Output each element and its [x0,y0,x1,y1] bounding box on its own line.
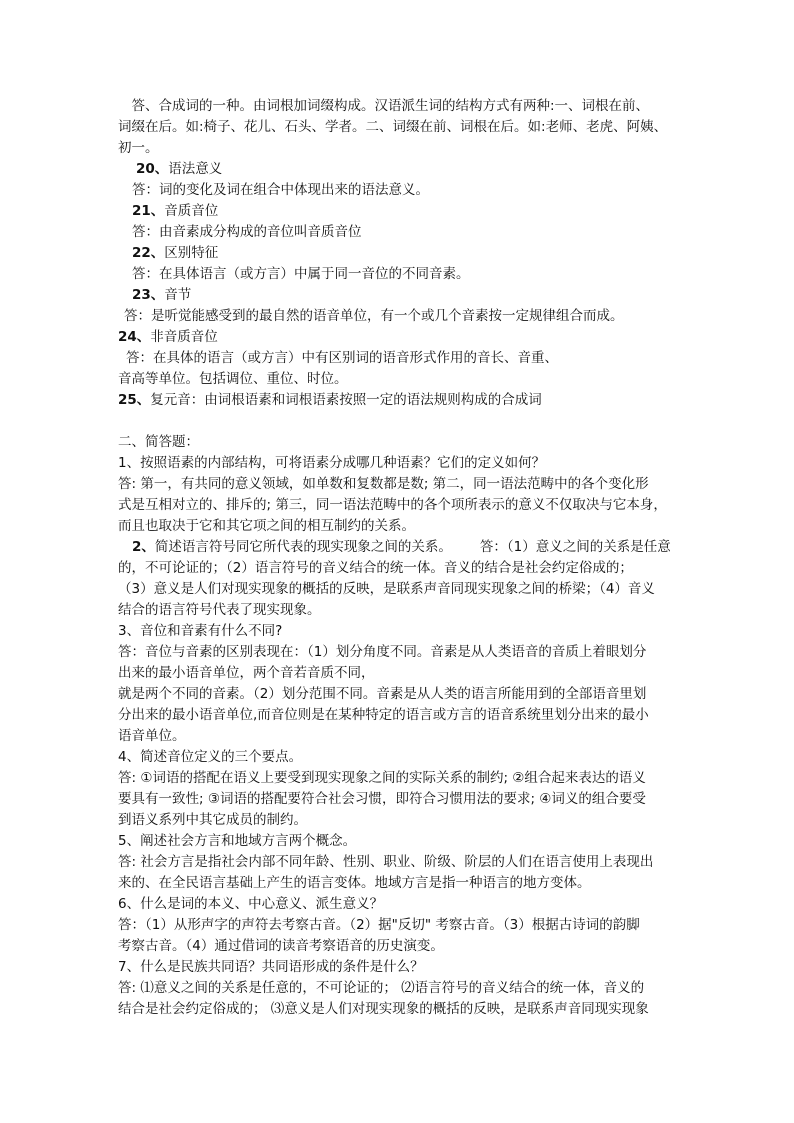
term-heading [132,243,218,264]
answer-line: 的，不可论证的；（2）语言符号的音义结合的统一体。音义的结合是社会约定俗成的； [118,560,633,576]
term-heading [136,159,222,180]
question: 7、什么是民族共同语？共同语形成的条件是什么？ [118,959,424,975]
answer-start: 答：（1）意义之间的关系是任意 [479,539,671,555]
answer-line: （3）意义是人们对现实现象的概括的反映，是联系声音同现实现象之间的桥梁；（4）音义 [118,581,655,597]
question: 3、音位和音素有什么不同? [118,623,283,639]
paragraph-line: 词缀在后。如:椅子、花儿、石头、学者。二、词缀在前、词根在后。如:老师、老虎、阿姨、 [118,119,668,135]
term-number: 25、 [118,392,151,408]
question: 4、简述音位定义的三个要点。 [118,749,303,765]
answer-line: 答：（1）从形声字的声符去考察古音。（2）据"反切" 考察古音。（3）根据古诗词的韵脚 [118,917,640,933]
answer-line: 考察古音。（4）通过借词的读音考察语音的历史演变。 [118,938,444,954]
answer-line: 出来的最小语音单位，两个音若音质不同， [118,665,375,681]
term-title: 语法意义 [168,161,223,177]
term-answer: 答：在具体语言（或方言）中属于同一音位的不同音素。 [132,266,470,282]
answer-line: 就是两个不同的音素。（2）划分范围不同。音素是从人类的语言所能用到的全部语音里划 [118,686,647,702]
term-number: 21、 [132,203,165,219]
answer-line: 答: 社会方言是指社会内部不同年龄、性别、职业、阶级、阶层的人们在语言使用上表现出 [118,854,654,870]
term-number: 24、 [118,329,151,345]
term-answer: 答：是听觉能感受到的最自然的语音单位，有一个或几个音素按一定规律组合而成。 [124,308,624,324]
answer-line: 答：音位与音素的区别表现在：（1）划分角度不同。音素是从人类语音的音质上着眼划分 [118,644,647,660]
answer-line: 式是互相对立的、排斥的; 第三，同一语法范畴中的各个项所表示的意义不仅取决与它本身， [118,497,667,513]
term-answer: 音高等单位。包括调位、重位、时位。 [118,371,348,387]
paragraph-line: 答、合成词的一种。由词根加词缀构成。汉语派生词的结构方式有两种:一、词根在前、 [118,98,650,114]
answer-line: 结合的语言符号代表了现实现象。 [118,602,321,618]
term-title: 音节 [164,287,192,303]
answer-line: 而且也取决于它和其它项之间的相互制约的关系。 [118,518,415,534]
term-heading [132,201,218,222]
term-number: 23、 [132,287,165,303]
answer-line: 分出来的最小语音单位,而音位则是在某种特定的语言或方言的语音系统里划分出来的最小 [118,707,649,723]
question-text: 简述语言符号同它所代表的现实现象之间的关系。 [154,539,452,555]
question: 6、什么是词的本义、中心意义、派生意义？ [118,896,384,912]
term-title: 复元音 [150,392,191,408]
answer-line: 答: ①词语的搭配在语义上要受到现实现象之间的实际关系的制约; ②组合起来表达的语义 [118,770,646,786]
term-heading [132,285,191,306]
term-title: 非音质音位 [150,329,218,345]
term-heading [118,327,218,348]
term-title: 音质音位 [164,203,219,219]
term-answer: ：由词根语素和词根语素按照一定的语法规则构成的合成词 [190,392,542,408]
question: 1、按照语素的内部结构，可将语素分成哪几种语素？它们的定义如何？ [118,455,546,471]
question-number: 2、 [132,539,155,555]
term-answer: 答：词的变化及词在组合中体现出来的语法意义。 [132,182,429,198]
term-title: 区别特征 [164,245,219,261]
term-number: 22、 [132,245,165,261]
question [132,537,671,558]
answer-line: 来的、在全民语言基础上产生的语言变体。地域方言是指一种语言的地方变体。 [118,875,591,891]
answer-line: 结合是社会约定俗成的； ⑶意义是人们对现实现象的概括的反映，是联系声音同现实现象 [118,1001,649,1017]
term-heading [118,390,542,411]
paragraph-line: 初一。 [118,140,159,156]
section-heading: 二、简答题： [118,434,199,450]
term-answer: 答：在具体的语言（或方言）中有区别词的语音形式作用的音长、音重、 [126,350,558,366]
question: 5、阐述社会方言和地域方言两个概念。 [118,833,357,849]
answer-line: 语音单位。 [118,728,186,744]
term-answer: 答：由音素成分构成的音位叫音质音位 [132,224,362,240]
answer-line: 要具有一致性; ③词语的搭配要符合社会习惯，即符合习惯用法的要求; ④词义的组合要受 [118,791,646,807]
answer-line: 答: 第一，有共同的意义领域，如单数和复数都是数; 第二，同一语法范畴中的各个变化形 [118,476,649,492]
term-number: 20、 [136,161,169,177]
answer-line: 答: ⑴意义之间的关系是任意的，不可论证的； ⑵语言符号的音义结合的统一体，音义的 [118,980,645,996]
answer-line: 到语义系列中其它成员的制约。 [118,812,307,828]
